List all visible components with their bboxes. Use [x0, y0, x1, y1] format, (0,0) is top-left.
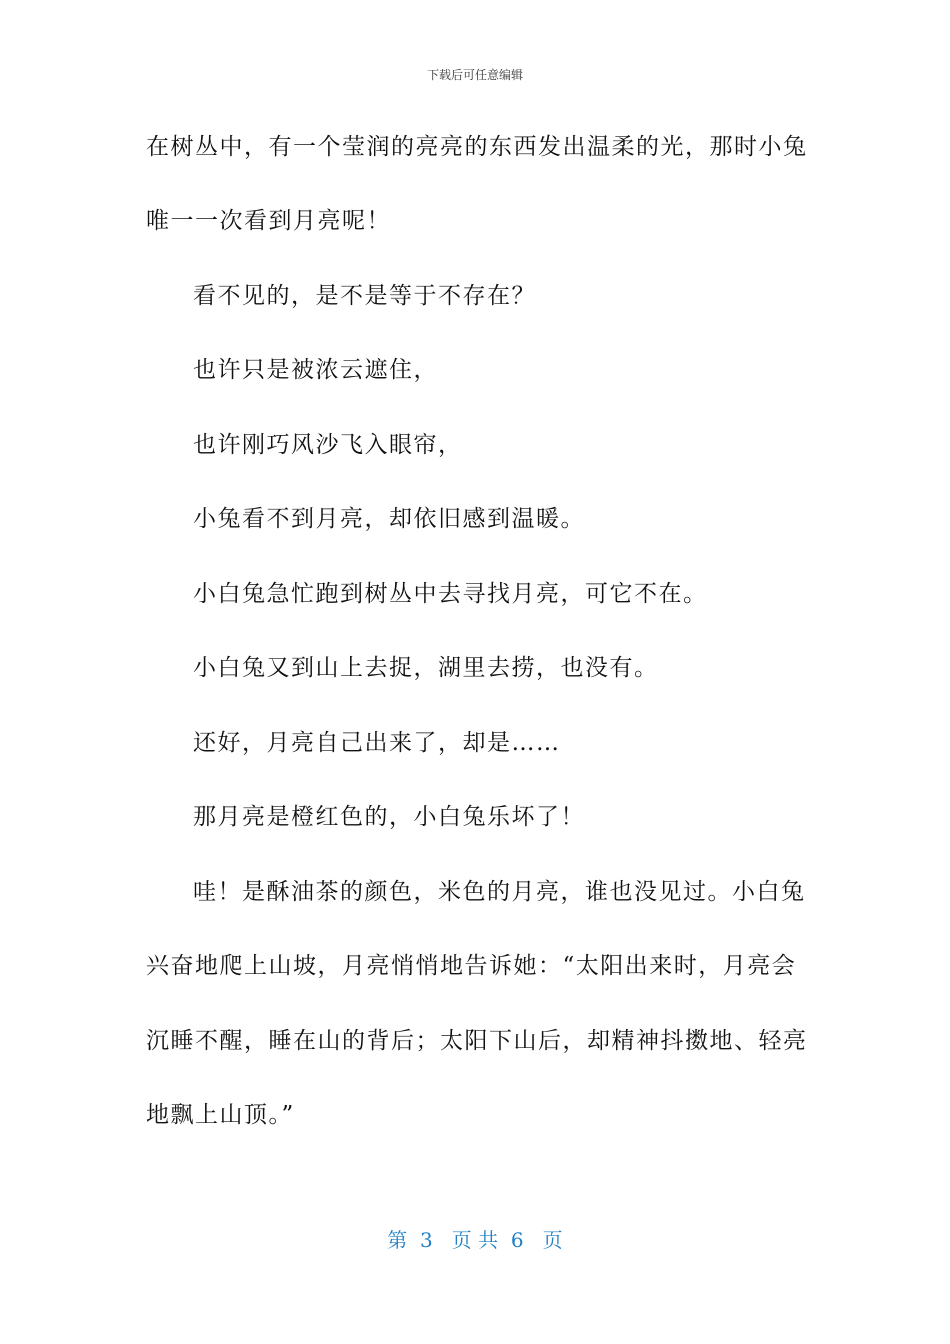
text-line: 也许刚巧风沙飞入眼帘，: [193, 432, 463, 458]
text-line: 沉睡不醒，睡在山的背后；太阳下山后，却精神抖擞地、轻亮: [146, 1028, 808, 1054]
text-line: 小白兔又到山上去捉，湖里去捞，也没有。: [193, 655, 659, 681]
text-line: 在树丛中，有一个莹润的亮亮的东西发出温柔的光，那时小兔: [146, 134, 808, 160]
text-line: 小兔看不到月亮，却依旧感到温暖。: [193, 506, 585, 532]
text-line: 那月亮是橙红色的，小白兔乐坏了！: [193, 804, 585, 830]
text-line: 小白兔急忙跑到树丛中去寻找月亮，可它不在。: [193, 581, 708, 607]
text-line: 唯一一次看到月亮呢！: [146, 208, 391, 234]
page-header: 下载后可任意编辑: [426, 68, 523, 82]
text-line: 地飘上山顶。”: [146, 1102, 295, 1128]
text-line: 哇！是酥油茶的颜色，米色的月亮，谁也没见过。小白兔: [193, 879, 806, 905]
text-line: 看不见的，是不是等于不存在？: [193, 283, 536, 309]
text-line: 还好，月亮自己出来了，却是……: [193, 730, 561, 756]
text-line: 也许只是被浓云遮住，: [193, 357, 438, 383]
text-line: 兴奋地爬上山坡，月亮悄悄地告诉她：“太阳出来时，月亮会: [146, 953, 797, 979]
page-number-footer: 第 3 页 共 6 页: [387, 1228, 563, 1252]
